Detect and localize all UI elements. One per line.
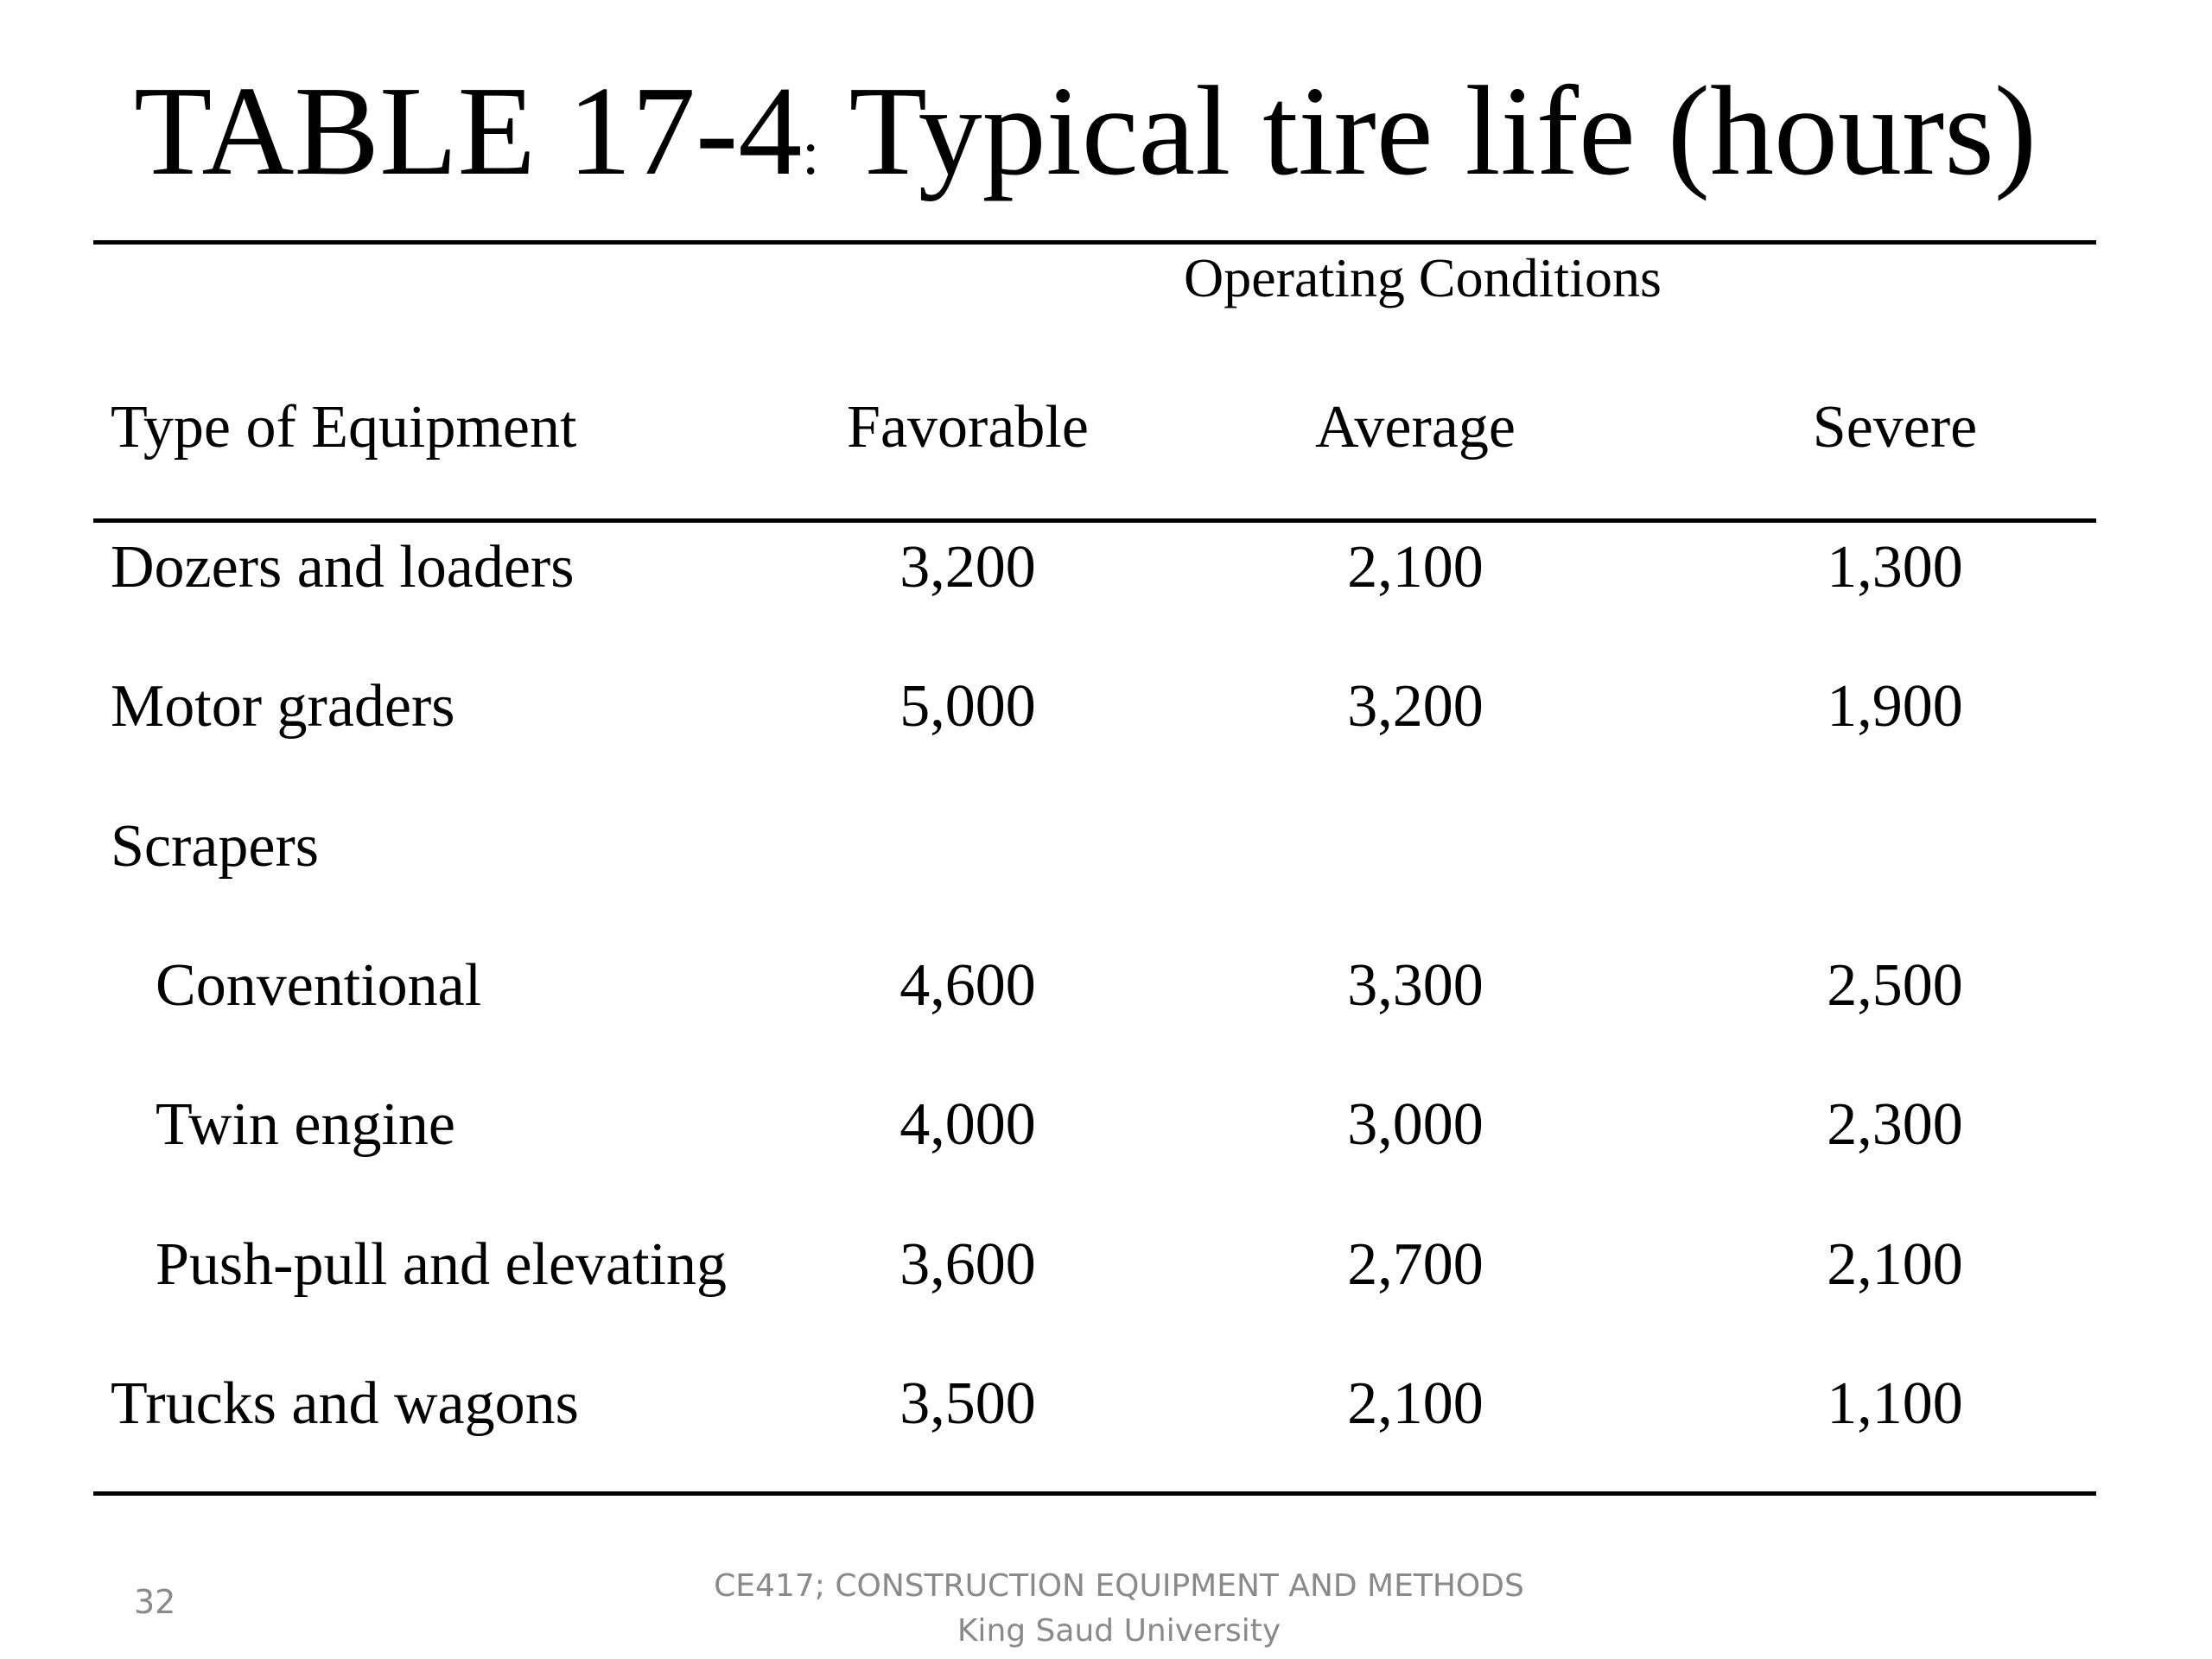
row-type: Dozers and loaders — [111, 534, 575, 601]
row-favorable: 3,600 — [899, 1231, 1036, 1298]
row-severe: 2,500 — [1827, 952, 1963, 1019]
row-type: Trucks and wagons — [111, 1370, 579, 1437]
row-type: Push-pull and elevating — [156, 1231, 728, 1298]
row-average: 3,300 — [1347, 952, 1484, 1019]
row-severe: 2,300 — [1827, 1091, 1963, 1158]
row-severe: 1,300 — [1827, 534, 1963, 601]
row-average: 2,700 — [1347, 1231, 1484, 1298]
table-top-rule — [93, 240, 2096, 245]
title-colon: : — [802, 118, 820, 188]
column-header-type: Type of Equipment — [111, 394, 577, 461]
table-bottom-rule — [93, 1491, 2096, 1496]
row-type: Conventional — [156, 952, 482, 1019]
header-rule — [93, 518, 2096, 523]
row-average: 3,200 — [1347, 673, 1484, 740]
footer-university: King Saud University — [957, 1613, 1281, 1649]
title-main: Typical tire life (hours) — [849, 60, 2037, 202]
row-severe: 1,900 — [1827, 673, 1963, 740]
slide-number: 32 — [134, 1583, 176, 1621]
group-header: Operating Conditions — [1184, 247, 1662, 308]
title-prefix: TABLE 17-4 — [134, 60, 803, 202]
column-header-average: Average — [1315, 394, 1516, 461]
row-favorable: 5,000 — [899, 673, 1036, 740]
column-header-favorable: Favorable — [847, 394, 1089, 461]
row-severe: 1,100 — [1827, 1370, 1963, 1437]
row-favorable: 4,600 — [899, 952, 1036, 1019]
footer-course: CE417; CONSTRUCTION EQUIPMENT AND METHODS — [714, 1568, 1524, 1604]
row-type: Twin engine — [156, 1091, 455, 1158]
row-type: Motor graders — [111, 673, 455, 740]
slide-title — [134, 60, 2037, 202]
row-type: Scrapers — [111, 813, 320, 880]
row-average: 3,000 — [1347, 1091, 1484, 1158]
row-favorable: 4,000 — [899, 1091, 1036, 1158]
row-favorable: 3,500 — [899, 1370, 1036, 1437]
row-severe: 2,100 — [1827, 1231, 1963, 1298]
row-favorable: 3,200 — [899, 534, 1036, 601]
column-header-severe: Severe — [1812, 394, 1978, 461]
row-average: 2,100 — [1347, 1370, 1484, 1437]
row-average: 2,100 — [1347, 534, 1484, 601]
